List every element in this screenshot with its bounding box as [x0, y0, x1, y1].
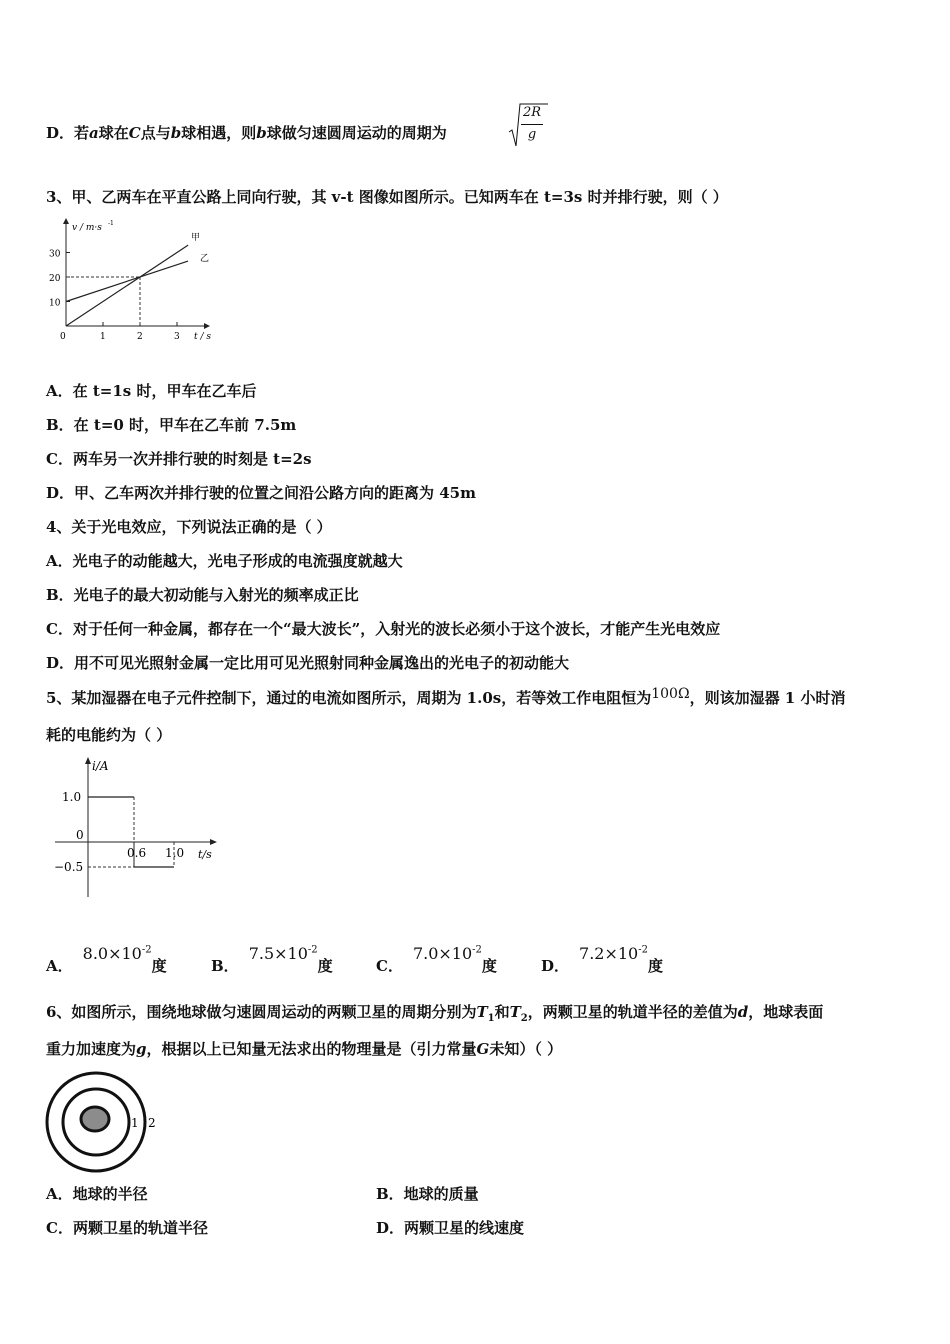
text: 5、某加湿器在电子元件控制下，通过的电流如图所示，周期为 1.0s，若等效工作电阻恒为 — [46, 689, 652, 707]
q6-option-c[interactable]: C．两颗卫星的轨道半径 — [46, 1219, 208, 1237]
q3-option-b[interactable]: B．在 t=0 时，甲车在乙车前 7.5m — [46, 416, 297, 434]
q3-option-a[interactable]: A．在 t=1s 时，甲车在乙车后 — [46, 382, 257, 400]
var-b: b — [170, 124, 182, 142]
q3-stem: 3、甲、乙两车在平直公路上同向行驶，其 v-t 图像如图所示。已知两车在 t=3s 时并排行驶，则（ ） — [46, 188, 728, 206]
x-axis-label: t / s — [194, 332, 211, 342]
earth — [81, 1107, 109, 1131]
formula-numerator: 2R — [522, 105, 542, 120]
y-tick-zero: 0 — [76, 828, 84, 842]
q4-option-a[interactable]: A．光电子的动能越大，光电子形成的电流强度就越大 — [46, 552, 403, 570]
var-a: a — [89, 124, 99, 142]
q4-stem: 4、关于光电效应，下列说法正确的是（ ） — [46, 518, 332, 536]
var-g: g — [136, 1040, 147, 1058]
q4-option-d[interactable]: D．用不可见光照射金属一定比用可见光照射同种金属逸出的光电子的初动能大 — [46, 654, 570, 672]
option-unit: 度 — [317, 957, 333, 975]
x-tick-label: 2 — [137, 332, 143, 342]
y-tick-low: −0.5 — [54, 860, 84, 874]
resistance-value: 100Ω — [651, 686, 690, 702]
q3-option-c[interactable]: C．两车另一次并排行驶的时刻是 t=2s — [46, 450, 312, 468]
option-unit: 度 — [647, 957, 663, 975]
orbit-label-1: 1 — [131, 1116, 139, 1130]
vt-graph — [44, 216, 224, 344]
option-letter: B． — [211, 957, 239, 975]
q2-option-d — [46, 122, 447, 143]
var-d: d — [737, 1003, 749, 1021]
option-value: $7.0\times 10^{-2}$ — [412, 944, 482, 963]
option-value: $7.2\times 10^{-2}$ — [579, 944, 648, 963]
var-T1: T — [476, 1003, 488, 1021]
x-tick-2: 1.0 — [165, 846, 185, 860]
fraction-bar — [521, 124, 543, 125]
y-tick-label: 20 — [49, 274, 61, 284]
x-axis-label: t/s — [198, 848, 212, 861]
axes — [63, 218, 210, 329]
option-unit: 度 — [151, 957, 167, 975]
text: 球在 — [98, 124, 129, 142]
x-tick-label: 1 — [100, 332, 106, 342]
q3-option-d[interactable]: D．甲、乙车两次并排行驶的位置之间沿公路方向的距离为 45m — [46, 484, 476, 502]
formula-denominator: g — [527, 127, 537, 142]
var-T2: T — [509, 1003, 521, 1021]
q5-option-c[interactable] — [376, 944, 497, 976]
text: 点与 — [140, 124, 171, 142]
q5-option-a[interactable] — [46, 944, 167, 976]
series-line-jia — [66, 245, 188, 326]
option-letter: A． — [46, 957, 73, 975]
y-axis-label: v / m·s — [72, 223, 102, 233]
option-value: $7.5\times 10^{-2}$ — [248, 944, 318, 963]
current-graph — [50, 752, 225, 902]
option-letter: C． — [376, 957, 403, 975]
orbit-label-2: 2 — [148, 1116, 156, 1130]
x-tick-label: 3 — [174, 332, 180, 342]
y-tick-label: 10 — [49, 298, 61, 309]
orbit-diagram — [40, 1068, 170, 1178]
y-axis-unit-sup: -1 — [108, 220, 114, 227]
option-value: $8.0\times 10^{-2}$ — [82, 944, 152, 963]
y-tick-high: 1.0 — [62, 790, 82, 804]
x-tick-1: 0.6 — [127, 846, 147, 860]
q5-option-d[interactable] — [541, 944, 663, 976]
y-axis-label: i/A — [92, 759, 109, 773]
text: ，则该加湿器 1 小时消 — [689, 689, 846, 707]
var-c: C — [128, 124, 141, 142]
x-tick-label: 0 — [60, 332, 66, 342]
q6-stem-line1: 6、如图所示，围绕地球做匀速圆周运动的两颗卫星的周期分别为$T_1$和$T_2$，两颗卫星的轨道半径的差值为d，地球表面 — [46, 1003, 824, 1024]
text: 球做匀速圆周运动的周期为 — [266, 124, 447, 142]
text: D．若 — [46, 124, 90, 142]
var-G: G — [476, 1040, 490, 1058]
q4-option-c[interactable]: C．对于任何一种金属，都存在一个“最大波长”，入射光的波长必须小于这个波长，才能产生光电效应 — [46, 620, 721, 638]
label-jia: 甲 — [191, 233, 201, 243]
option-unit: 度 — [481, 957, 497, 975]
q4-option-b[interactable]: B．光电子的最大初动能与入射光的频率成正比 — [46, 586, 359, 604]
q5-stem-line1 — [46, 687, 845, 708]
var-b: b — [256, 124, 267, 142]
q5-option-b[interactable] — [211, 944, 333, 976]
label-yi: 乙 — [200, 254, 210, 264]
option-letter: D． — [541, 957, 570, 975]
q6-option-d[interactable]: D．两颗卫星的线速度 — [376, 1219, 525, 1237]
q6-stem-line2: 重力加速度为g，根据以上已知量无法求出的物理量是（引力常量G未知）（ ） — [46, 1040, 563, 1058]
period-formula — [508, 102, 548, 148]
y-tick-label: 30 — [49, 249, 61, 260]
text: 球相遇，则 — [181, 124, 257, 142]
q6-option-b[interactable]: B．地球的质量 — [376, 1185, 479, 1203]
q6-option-a[interactable]: A．地球的半径 — [46, 1185, 148, 1203]
series-line-yi — [66, 261, 188, 301]
q5-stem-line2: 耗的电能约为（ ） — [46, 726, 172, 744]
